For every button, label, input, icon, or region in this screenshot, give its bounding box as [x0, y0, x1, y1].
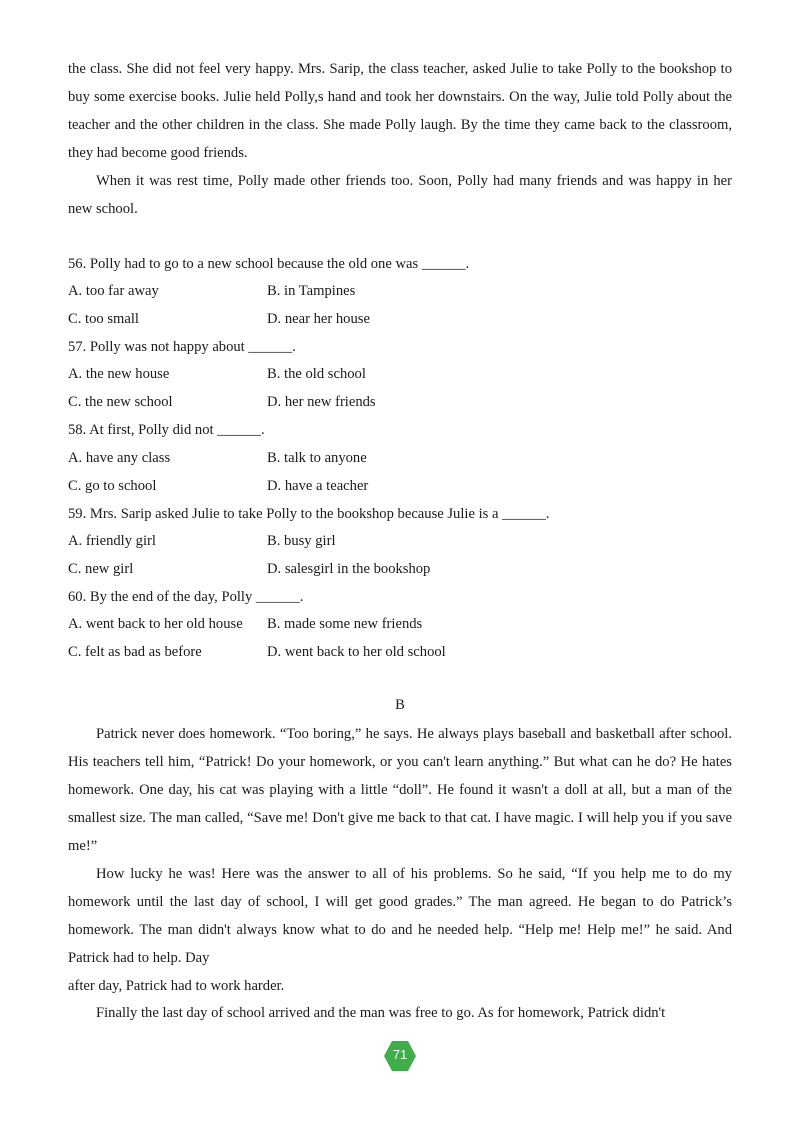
question-57-option-d: D. her new friends	[267, 394, 376, 410]
passage-a-paragraph-2-text: When it was rest time, Polly made other friends too. Soon, Polly had many friends and was happy in her new school.	[68, 173, 732, 217]
question-60-option-b: B. made some new friends	[267, 616, 423, 632]
section-b-paragraph-2-continued: after day, Patrick had to work harder.	[68, 978, 285, 994]
question-60-option-d: D. went back to her old school	[267, 644, 446, 660]
question-58-option-c: C. go to school	[68, 478, 157, 494]
question-56-option-b: B. in Tampines	[267, 283, 356, 299]
section-b-paragraph-2-text: How lucky he was! Here was the answer to all of his problems. So he said, “If you help me to do my homework until the last day of school, I will get good grades.” The man agreed. He began to do Patrick’s homework. The man didn't always know what to do and he needed help. “Help me! Help me!” he said. And Patrick had to help. Day	[68, 866, 732, 966]
question-59-option-c: C. new girl	[68, 561, 134, 577]
question-58-stem: 58. At first, Polly did not ______.	[68, 422, 265, 438]
question-57-option-a: A. the new house	[68, 366, 170, 382]
passage-a-paragraph-2	[68, 167, 732, 223]
page-number: 71	[392, 1047, 408, 1062]
question-60-stem: 60. By the end of the day, Polly ______.	[68, 589, 304, 605]
section-b-paragraph-2	[68, 860, 732, 972]
question-59-option-a: A. friendly girl	[68, 533, 156, 549]
question-58-option-d: D. have a teacher	[267, 478, 369, 494]
section-b-paragraph-1-text: Patrick never does homework. “Too boring,” he says. He always plays baseball and basketball after school. His teachers tell him, “Patrick! Do your homework, or you can't learn anything.” But what can he do? He hates homework. One day, his cat was playing with a little “doll”. He found it wasn't a doll at all, but a man of the smallest size. The man called, “Save me! Don't give me back to that cat. I have magic. I will help you if you save me!”	[68, 726, 732, 854]
question-60-option-c: C. felt as bad as before	[68, 644, 202, 660]
question-58-option-a: A. have any class	[68, 450, 171, 466]
question-58-option-b: B. talk to anyone	[267, 450, 367, 466]
question-56-option-d: D. near her house	[267, 311, 370, 327]
question-57-option-b: B. the old school	[267, 366, 366, 382]
question-59-option-b: B. busy girl	[267, 533, 336, 549]
question-56-stem: 56. Polly had to go to a new school because the old one was ______.	[68, 256, 470, 272]
question-60-option-a: A. went back to her old house	[68, 616, 243, 632]
question-57-option-c: C. the new school	[68, 394, 173, 410]
question-57-stem: 57. Polly was not happy about ______.	[68, 339, 296, 355]
passage-a-paragraph-1: the class. She did not feel very happy. Mrs. Sarip, the class teacher, asked Julie to take Polly to the bookshop to buy some exercise books. Julie held Polly,s hand and took her downstairs. On the way, Julie told Polly about the teacher and the other children in the class. She made Polly laugh. By the time they came back to the classroom, they had become good friends.	[68, 61, 732, 161]
question-56-option-a: A. too far away	[68, 283, 159, 299]
section-b-paragraph-3	[68, 999, 732, 1027]
page-number-badge	[383, 1040, 417, 1072]
question-56-option-c: C. too small	[68, 311, 139, 327]
section-b-paragraph-1	[68, 720, 732, 860]
section-b-heading: B	[395, 697, 405, 713]
section-b-paragraph-3-text: Finally the last day of school arrived and the man was free to go. As for homework, Patrick didn't	[96, 1005, 666, 1021]
question-59-option-d: D. salesgirl in the bookshop	[267, 561, 431, 577]
question-59-stem: 59. Mrs. Sarip asked Julie to take Polly to the bookshop because Julie is a ______.	[68, 506, 550, 522]
